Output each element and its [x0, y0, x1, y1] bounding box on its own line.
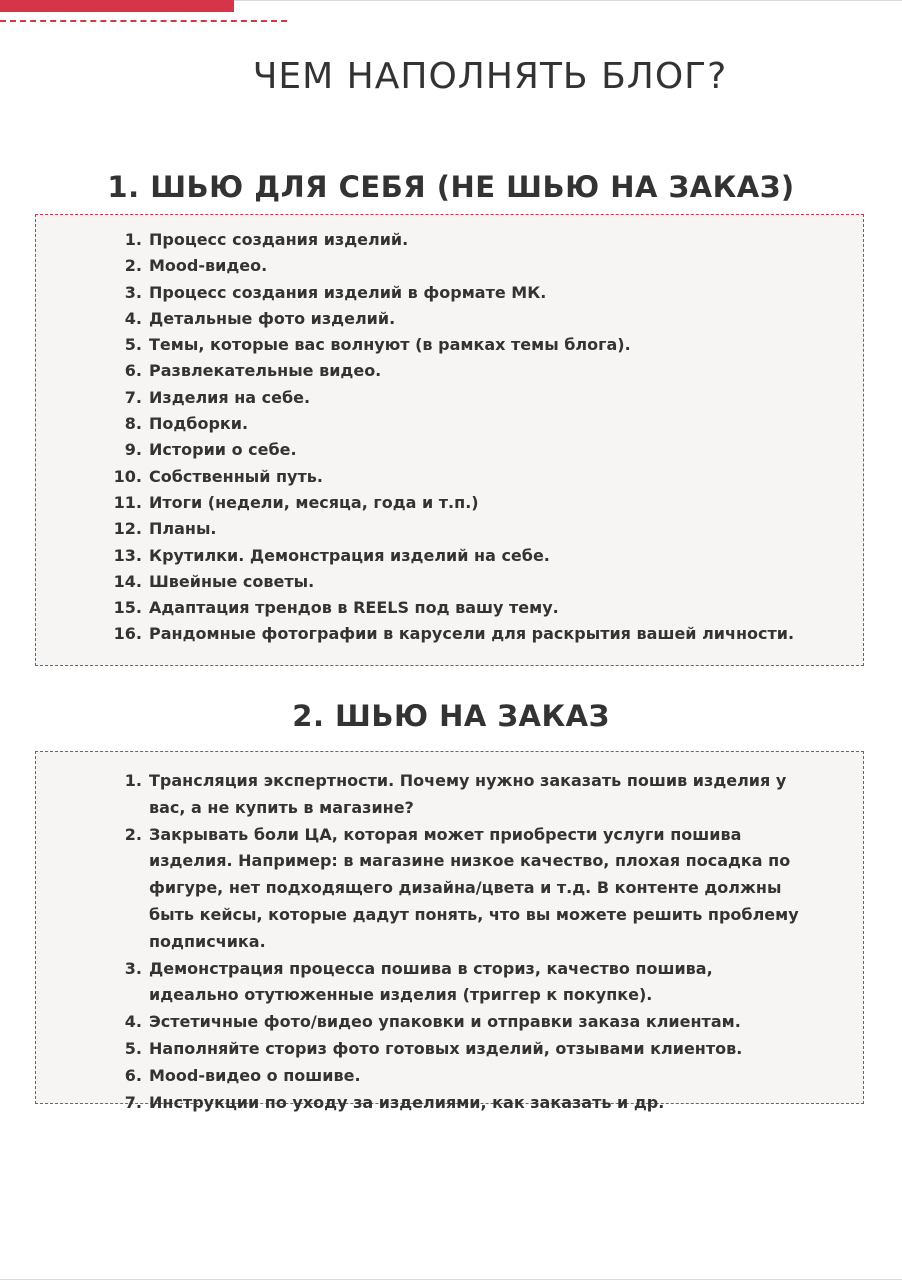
list-item-number: 9.	[124, 440, 142, 460]
list-item-text: Рандомные фотографии в карусели для раскрытия вашей личности.	[149, 624, 795, 644]
list-item-text: Mood-видео о пошиве.	[149, 1065, 361, 1085]
list-item-text: Демонстрация процесса пошива в сториз, качество пошива, идеально отутюженные изделия (триггер к покупке).	[149, 958, 713, 1005]
list-item-text: Эстетичные фото/видео упаковки и отправки заказа клиентам.	[149, 1012, 741, 1032]
list-item-number: 11.	[113, 492, 142, 512]
list-item-text: Подборки.	[149, 414, 249, 434]
list-item-text: Изделия на себе.	[149, 387, 311, 407]
list-item-text: Итоги (недели, месяца, года и т.п.)	[149, 492, 479, 512]
list-item-number: 3.	[124, 282, 142, 302]
list-item-number: 12.	[113, 519, 142, 539]
list-item-number: 4.	[124, 308, 142, 328]
list-item	[36, 569, 863, 595]
list-item-number: 7.	[124, 1092, 142, 1112]
list-item-number: 5.	[124, 335, 142, 355]
list-item	[36, 822, 863, 956]
list-item-number: 13.	[113, 545, 142, 565]
list-item	[36, 385, 863, 411]
list-item-text: Трансляция экспертности. Почему нужно заказать пошив изделия у вас, а не купить в магазине?	[149, 771, 787, 817]
list-item	[36, 227, 863, 253]
list-item-text: Истории о себе.	[149, 440, 297, 460]
section-2-box	[35, 751, 864, 1112]
list-item	[36, 332, 863, 358]
list-item	[36, 595, 863, 621]
list-item	[36, 464, 863, 490]
list-item-text: Mood-видео.	[149, 256, 268, 276]
list-item-text: Развлекательные видео.	[149, 361, 382, 381]
list-item-number: 1.	[124, 771, 142, 790]
list-item	[36, 543, 863, 569]
list-item	[36, 1090, 863, 1117]
list-item-text: Инструкции по уходу за изделиями, как заказать и др.	[149, 1092, 665, 1112]
list-item-text: Процесс создания изделий.	[149, 230, 409, 249]
list-item-text: Планы.	[149, 519, 217, 539]
list-item	[36, 1036, 863, 1063]
section-1-box	[35, 214, 864, 666]
top-accent-bar	[0, 0, 234, 12]
list-item-number: 6.	[124, 361, 142, 381]
list-item-number: 4.	[124, 1012, 142, 1032]
list-item-text: Наполняйте сториз фото готовых изделий, отзывами клиентов.	[149, 1038, 743, 1058]
list-item-number: 2.	[124, 256, 142, 276]
list-item	[36, 437, 863, 463]
list-item-text: Закрывать боли ЦА, которая может приобрести услуги пошива изделия. Например: в магазине низкое качество, плохая посадка по фигуре, нет подходящего дизайна/цвета и т.д. В контенте должны быть кейсы, которые дадут понять, что вы можете решить проблему подписчика.	[149, 824, 799, 951]
list-item-number: 16.	[113, 624, 142, 644]
list-item	[36, 621, 863, 647]
top-dashed-line	[0, 20, 287, 22]
section-2-heading: 2. ШЬЮ НА ЗАКАЗ	[292, 699, 610, 733]
list-item-text: Собственный путь.	[149, 466, 323, 486]
list-item	[36, 956, 863, 1010]
list-item	[36, 490, 863, 516]
list-item	[36, 358, 863, 384]
list-item-text: Детальные фото изделий.	[149, 308, 396, 328]
list-item	[36, 411, 863, 437]
page-title: ЧЕМ НАПОЛНЯТЬ БЛОГ?	[252, 56, 728, 97]
list-item	[36, 1009, 863, 1036]
list-item	[36, 280, 863, 306]
list-item	[36, 768, 863, 822]
list-item-number: 6.	[124, 1065, 142, 1085]
section-1-list	[36, 227, 863, 648]
list-item-text: Швейные советы.	[149, 571, 315, 591]
list-item-text: Темы, которые вас волнуют (в рамках темы блога).	[149, 335, 631, 355]
list-item-number: 7.	[124, 387, 142, 407]
section-1-heading: 1. ШЬЮ ДЛЯ СЕБЯ (НЕ ШЬЮ НА ЗАКАЗ)	[107, 170, 795, 204]
list-item-text: Процесс создания изделий в формате МК.	[149, 282, 547, 302]
list-item-text: Крутилки. Демонстрация изделий на себе.	[149, 545, 550, 565]
section-2-list	[36, 768, 863, 1116]
list-item-number: 2.	[124, 824, 142, 844]
list-item	[36, 253, 863, 279]
list-item-number: 1.	[124, 230, 142, 249]
list-item	[36, 516, 863, 542]
list-item	[36, 306, 863, 332]
list-item-number: 8.	[124, 414, 142, 434]
list-item-number: 15.	[113, 598, 142, 618]
list-item-number: 5.	[124, 1038, 142, 1058]
list-item-number: 10.	[113, 466, 142, 486]
list-item-number: 14.	[113, 571, 142, 591]
list-item-number: 3.	[124, 958, 142, 978]
list-item-text: Адаптация трендов в REELS под вашу тему.	[149, 598, 559, 618]
list-item	[36, 1063, 863, 1090]
